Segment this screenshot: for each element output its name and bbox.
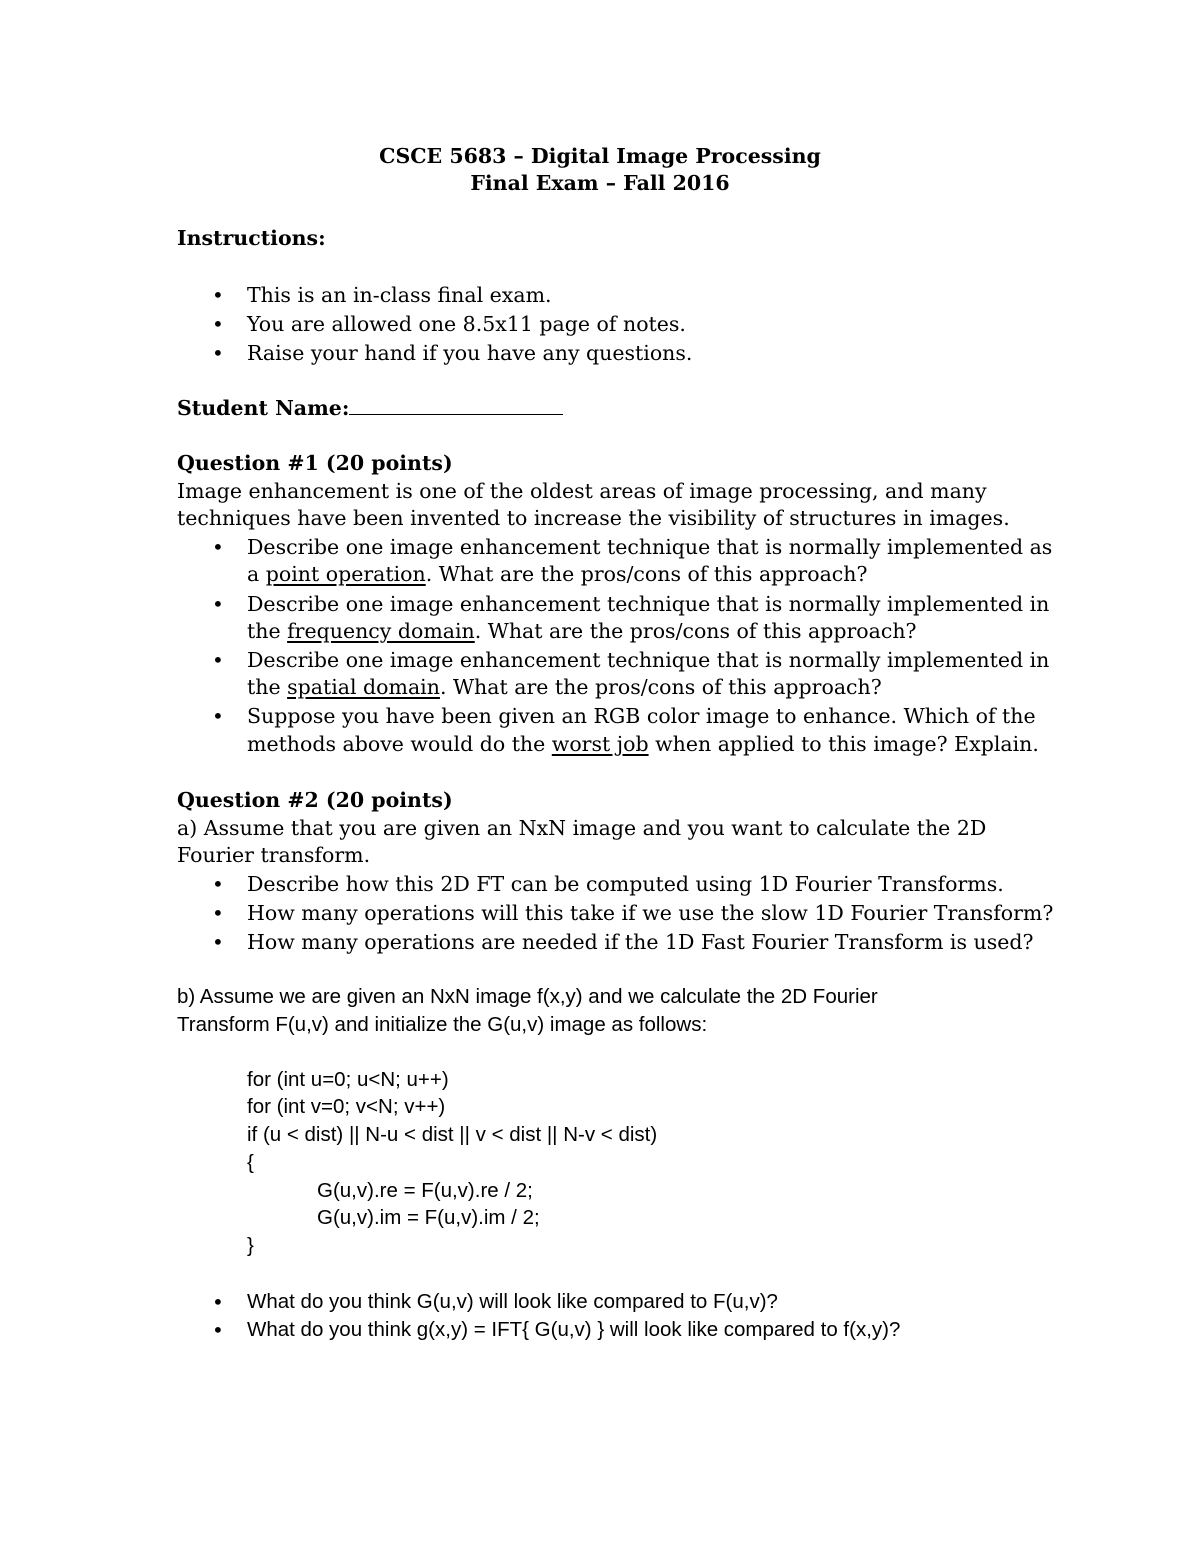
instruction-item: You are allowed one 8.5x11 page of notes. xyxy=(247,312,686,336)
exam-title: Final Exam – Fall 2016 xyxy=(470,171,730,195)
bullet-icon: • xyxy=(212,535,224,559)
q1-item: Describe one image enhancement technique that is normally implemented in xyxy=(247,648,1050,672)
bullet-icon: • xyxy=(212,283,224,307)
code-line: for (int v=0; v<N; v++) xyxy=(247,1095,446,1118)
student-name-label: Student Name: xyxy=(177,396,350,420)
code-line: } xyxy=(247,1234,254,1257)
bullet-icon: • xyxy=(212,648,224,672)
q1-heading: Question #1 (20 points) xyxy=(177,451,453,475)
q2b-item: What do you think G(u,v) will look like compared to F(u,v)? xyxy=(247,1290,778,1313)
q2b-item: What do you think g(x,y) = IFT{ G(u,v) } will look like compared to f(x,y)? xyxy=(247,1318,901,1341)
q2a-item: Describe how this 2D FT can be computed using 1D Fourier Transforms. xyxy=(247,872,1004,896)
q2a-item: How many operations are needed if the 1D Fast Fourier Transform is used? xyxy=(247,930,1034,954)
bullet-icon: • xyxy=(212,872,224,896)
student-name-row xyxy=(177,394,563,422)
q1-item: Suppose you have been given an RGB color image to enhance. Which of the xyxy=(247,704,1036,728)
code-line: G(u,v).re = F(u,v).re / 2; xyxy=(317,1179,533,1202)
q2a-text: Fourier transform. xyxy=(177,843,371,867)
bullet-icon: • xyxy=(212,901,224,925)
code-line: { xyxy=(247,1151,254,1174)
bullet-icon: • xyxy=(212,704,224,728)
underlined-term: worst job xyxy=(551,732,649,756)
q2a-text: a) Assume that you are given an NxN image and you want to calculate the 2D xyxy=(177,816,987,840)
bullet-icon: • xyxy=(212,930,224,954)
underlined-term: spatial domain xyxy=(287,675,440,699)
q1-intro: techniques have been invented to increase the visibility of structures in images. xyxy=(177,506,1010,530)
q1-intro: Image enhancement is one of the oldest areas of image processing, and many xyxy=(177,479,987,503)
q2a-item: How many operations will this take if we use the slow 1D Fourier Transform? xyxy=(247,901,1054,925)
code-line: for (int u=0; u<N; u++) xyxy=(247,1068,449,1091)
bullet-icon: • xyxy=(212,592,224,616)
instruction-item: Raise your hand if you have any questions. xyxy=(247,341,693,365)
q1-item: the frequency domain. What are the pros/cons of this approach? xyxy=(247,619,917,643)
student-name-blank xyxy=(349,394,563,415)
q1-item: methods above would do the worst job when applied to this image? Explain. xyxy=(247,732,1039,756)
q2b-text: b) Assume we are given an NxN image f(x,y) and we calculate the 2D Fourier xyxy=(177,985,878,1008)
code-line: G(u,v).im = F(u,v).im / 2; xyxy=(317,1206,540,1229)
q1-item: the spatial domain. What are the pros/cons of this approach? xyxy=(247,675,882,699)
underlined-term: point operation xyxy=(265,562,426,586)
instructions-heading: Instructions: xyxy=(177,226,326,250)
q1-item: a point operation. What are the pros/cons of this approach? xyxy=(247,562,868,586)
underlined-term: frequency domain xyxy=(287,619,475,643)
q1-item: Describe one image enhancement technique that is normally implemented as xyxy=(247,535,1053,559)
q1-item: Describe one image enhancement technique that is normally implemented in xyxy=(247,592,1050,616)
code-line: if (u < dist) || N-u < dist || v < dist || N-v < dist) xyxy=(247,1123,658,1146)
bullet-icon: • xyxy=(212,341,224,365)
bullet-icon: • xyxy=(212,1318,224,1342)
q2b-text: Transform F(u,v) and initialize the G(u,v) image as follows: xyxy=(177,1013,708,1036)
q2-heading: Question #2 (20 points) xyxy=(177,788,453,812)
bullet-icon: • xyxy=(212,1290,224,1314)
course-title: CSCE 5683 – Digital Image Processing xyxy=(379,144,821,168)
instruction-item: This is an in-class final exam. xyxy=(247,283,552,307)
bullet-icon: • xyxy=(212,312,224,336)
